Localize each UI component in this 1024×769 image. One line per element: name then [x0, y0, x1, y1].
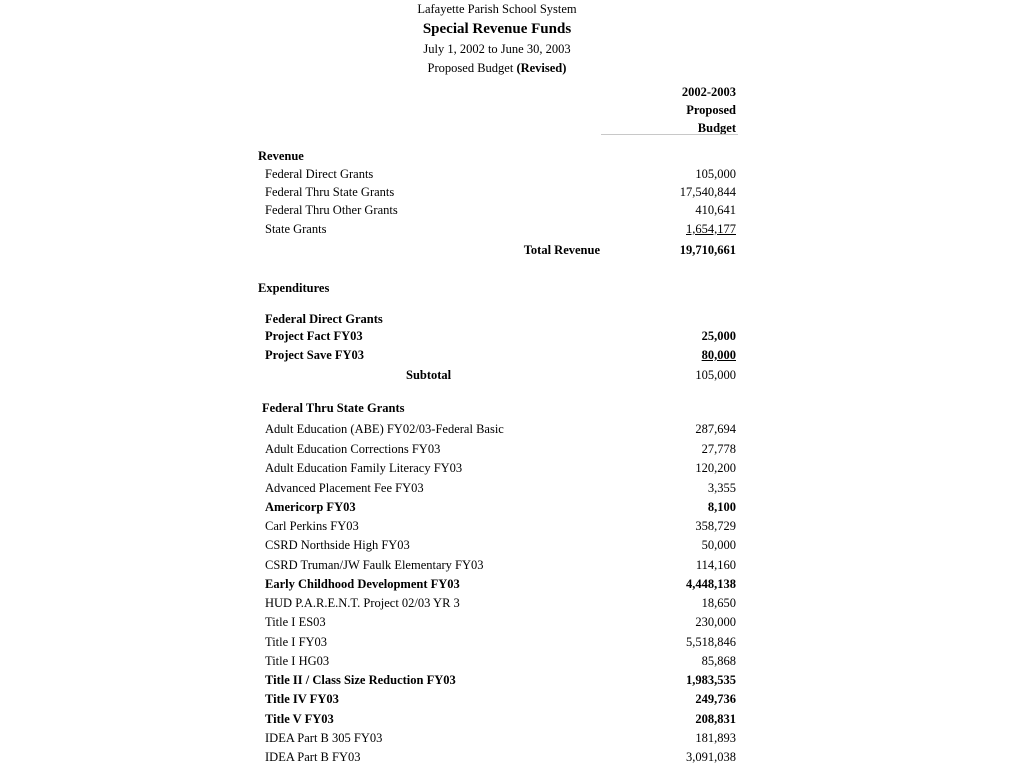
expenditure-row [265, 750, 738, 769]
federal-thru-state-heading: Federal Thru State Grants [262, 401, 405, 415]
expenditures-heading: Expenditures [258, 281, 330, 295]
row-amount: 105,000 [695, 167, 736, 181]
row-amount: 410,641 [695, 203, 736, 217]
row-label: Advanced Placement Fee FY03 [265, 481, 424, 495]
expenditure-row [265, 461, 738, 480]
row-label: Title V FY03 [265, 712, 334, 726]
row-amount: 1,983,535 [686, 673, 736, 687]
row-amount: 120,200 [695, 461, 736, 475]
row-label: Title I ES03 [265, 615, 326, 629]
expenditure-row [265, 673, 738, 692]
row-amount: 114,160 [695, 558, 736, 572]
row-amount: 8,100 [707, 500, 736, 514]
expenditure-row [265, 442, 738, 461]
expenditure-row [265, 712, 738, 731]
revenue-row [265, 222, 738, 241]
row-label: IDEA Part B 305 FY03 [265, 731, 383, 745]
row-label: Carl Perkins FY03 [265, 519, 359, 533]
row-amount: 17,540,844 [679, 185, 736, 199]
revenue-row [265, 185, 738, 204]
row-label: Adult Education (ABE) FY02/03-Federal Basic [265, 422, 504, 436]
row-amount: 50,000 [701, 538, 736, 552]
row-amount: 181,893 [695, 731, 736, 745]
row-label: Federal Direct Grants [265, 167, 374, 181]
row-amount: 3,091,038 [686, 750, 736, 764]
expenditure-row [265, 692, 738, 711]
revenue-row [265, 203, 738, 222]
row-label: IDEA Part B FY03 [265, 750, 361, 764]
report-period: July 1, 2002 to June 30, 2003 [423, 42, 571, 56]
row-label: Federal Thru Other Grants [265, 203, 398, 217]
row-label: Adult Education Family Literacy FY03 [265, 461, 463, 475]
row-label: CSRD Truman/JW Faulk Elementary FY03 [265, 558, 484, 572]
row-amount: 287,694 [695, 422, 736, 436]
report-title: Special Revenue Funds [422, 21, 572, 37]
row-amount: 249,736 [695, 692, 736, 706]
subtotal-label: Subtotal [406, 368, 452, 382]
row-label: Project Save FY03 [265, 348, 365, 362]
row-label: Title I HG03 [265, 654, 330, 668]
expenditure-row [265, 596, 738, 615]
row-label: HUD P.A.R.E.N.T. Project 02/03 YR 3 [265, 596, 460, 610]
expenditure-row [265, 348, 738, 367]
expenditure-row [265, 519, 738, 538]
column-header-rule [601, 134, 738, 135]
row-amount: 5,518,846 [686, 635, 736, 649]
expenditure-row [265, 558, 738, 577]
row-amount: 1,654,177 [686, 222, 736, 236]
row-label: Early Childhood Development FY03 [265, 577, 460, 591]
expenditure-row [265, 500, 738, 519]
row-amount: 3,355 [707, 481, 736, 495]
subtitle-prefix: Proposed Budget [427, 61, 517, 75]
federal-direct-heading: Federal Direct Grants [265, 312, 383, 326]
revenue-heading: Revenue [258, 149, 304, 163]
expenditure-row [265, 615, 738, 634]
report-subtitle [0, 61, 994, 76]
column-header-line: 2002-2003 [681, 85, 736, 99]
expenditure-row [265, 538, 738, 557]
row-label: Americorp FY03 [265, 500, 356, 514]
row-amount: 80,000 [701, 348, 736, 362]
total-revenue-label: Total Revenue [523, 243, 600, 257]
subtitle-revised: (Revised) [516, 61, 567, 75]
row-label: Federal Thru State Grants [265, 185, 395, 199]
expenditure-row [265, 731, 738, 750]
column-header-line: Proposed [686, 103, 736, 117]
expenditure-row [265, 654, 738, 673]
row-amount: 230,000 [695, 615, 736, 629]
row-label: Project Fact FY03 [265, 329, 363, 343]
total-revenue-amount: 19,710,661 [679, 243, 736, 257]
column-header [682, 83, 736, 137]
expenditure-row [265, 329, 738, 348]
subtotal-amount: 105,000 [695, 368, 736, 382]
row-label: Title I FY03 [265, 635, 328, 649]
expenditure-row [265, 422, 738, 441]
row-label: Title II / Class Size Reduction FY03 [265, 673, 456, 687]
row-amount: 18,650 [701, 596, 736, 610]
organization-name: Lafayette Parish School System [417, 2, 577, 16]
revenue-row [265, 167, 738, 186]
row-label: State Grants [265, 222, 327, 236]
row-amount: 358,729 [695, 519, 736, 533]
row-amount: 208,831 [695, 712, 736, 726]
expenditure-row [265, 481, 738, 500]
row-amount: 85,868 [701, 654, 736, 668]
row-label: Title IV FY03 [265, 692, 339, 706]
row-amount: 4,448,138 [686, 577, 736, 591]
row-amount: 25,000 [701, 329, 736, 343]
expenditure-row [265, 577, 738, 596]
row-amount: 27,778 [701, 442, 736, 456]
row-label: CSRD Northside High FY03 [265, 538, 410, 552]
expenditure-row [265, 635, 738, 654]
row-label: Adult Education Corrections FY03 [265, 442, 441, 456]
column-header-line: Budget [697, 121, 736, 135]
